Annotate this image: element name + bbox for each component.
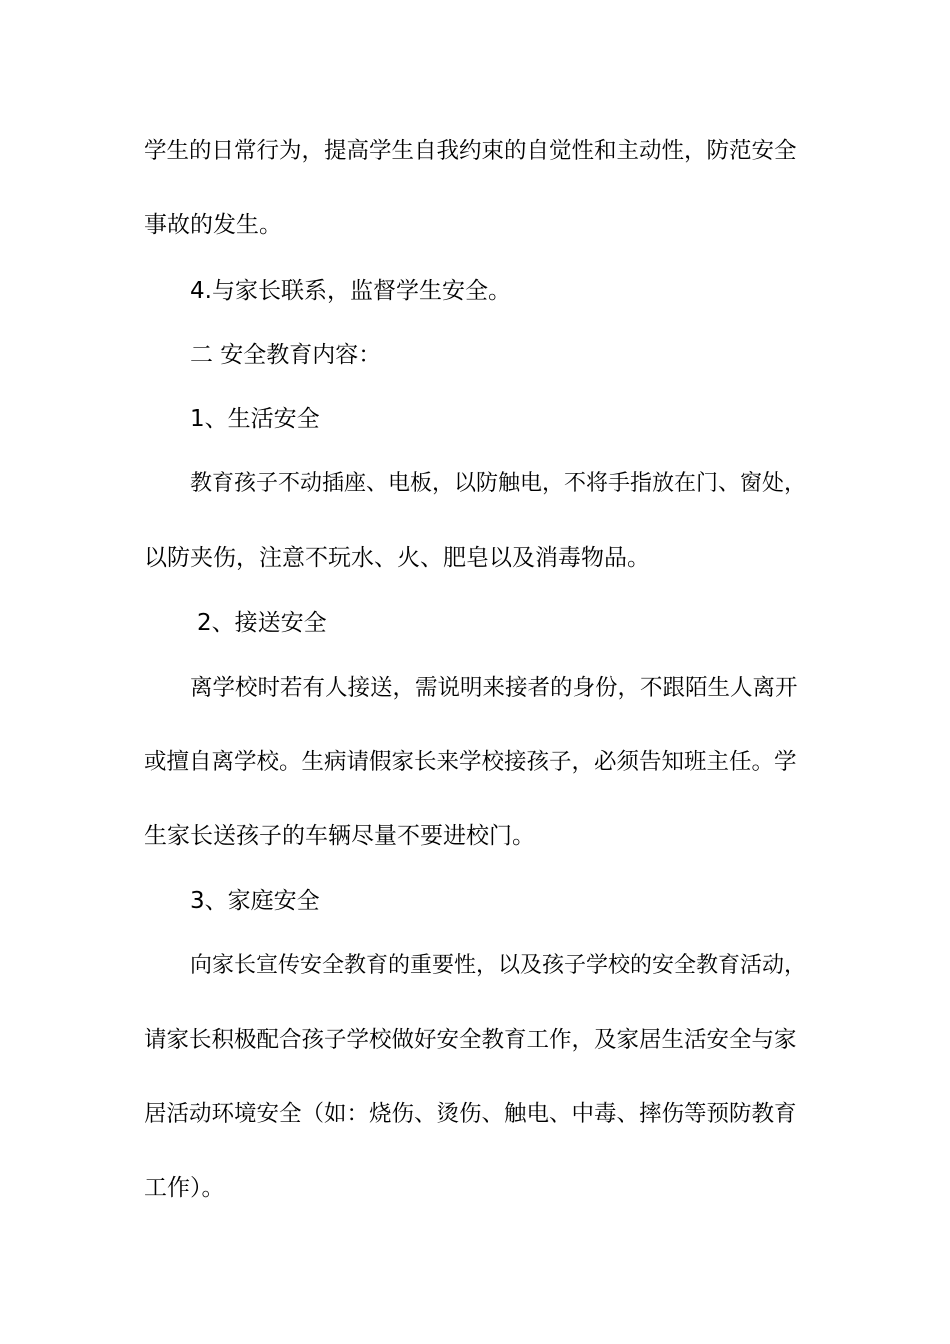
list-item: 4.与家长联系，监督学生安全。 <box>190 278 511 304</box>
subsection-heading: 1、生活安全 <box>190 406 320 432</box>
paragraph-line: 工作）。 <box>144 1175 225 1201</box>
paragraph-line: 或擅自离学校。生病请假家长来学校接孩子，必须告知班主任。学 <box>144 749 797 775</box>
paragraph-line: 学生的日常行为，提高学生自我约束的自觉性和主动性，防范安全 <box>144 138 797 164</box>
subsection-heading: 3、家庭安全 <box>190 888 320 914</box>
paragraph-line: 事故的发生。 <box>144 212 282 238</box>
subsection-heading: 2、接送安全 <box>197 610 327 636</box>
section-heading: 二 安全教育内容： <box>190 342 382 368</box>
paragraph-line: 离学校时若有人接送，需说明来接者的身份，不跟陌生人离开 <box>190 675 798 701</box>
paragraph-line: 以防夹伤，注意不玩水、火、肥皂以及消毒物品。 <box>144 545 650 571</box>
paragraph-line: 向家长宣传安全教育的重要性，以及孩子学校的安全教育活动， <box>190 953 807 978</box>
paragraph-line: 请家长积极配合孩子学校做好安全教育工作，及家居生活安全与家 <box>144 1027 797 1053</box>
paragraph-line: 居活动环境安全（如：烧伤、烫伤、触电、中毒、摔伤等预防教育 <box>144 1101 797 1127</box>
paragraph-line: 生家长送孩子的车辆尽量不要进校门。 <box>144 823 535 849</box>
paragraph-line: 教育孩子不动插座、电板，以防触电，不将手指放在门、窗处， <box>190 471 807 496</box>
